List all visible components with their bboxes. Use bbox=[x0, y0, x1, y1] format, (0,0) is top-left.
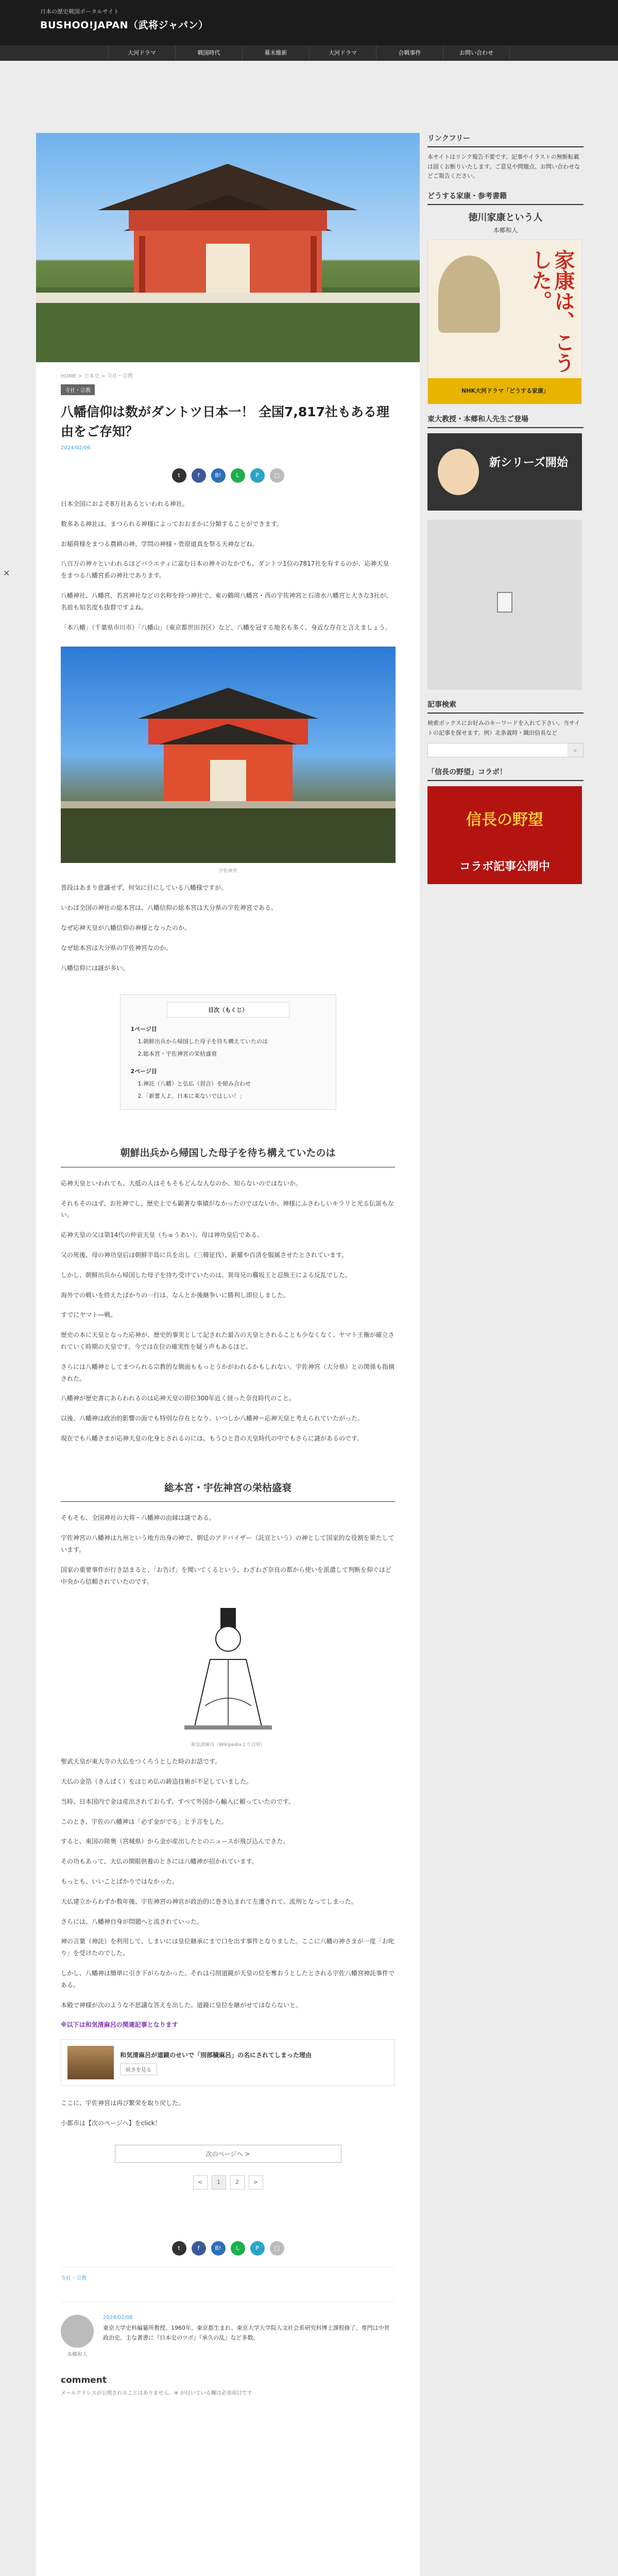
paragraph: 以後、八幡神は政治的影響の面でも特別な存在となり、いつしか八幡神＝応神天皇と考えられていたがった。 bbox=[61, 1415, 364, 1422]
paragraph: いわば全国の神社の総本宮は、八幡信仰の総本宮は大分県の宇佐神宮である。 bbox=[61, 904, 278, 912]
paragraph: 本殿で神様が次のような不思議な答えを出した。道鏡に皇位を継がせてはならないと。 bbox=[61, 2001, 302, 2009]
paragraph: そもそも、全国神社の大将・八幡神の由縁は謎である。 bbox=[61, 1514, 216, 1522]
collab-banner-title: 信長の野望 bbox=[466, 811, 543, 829]
page-button[interactable]: 1 bbox=[212, 2175, 226, 2190]
collab-widget bbox=[427, 767, 583, 884]
share-facebook-button[interactable]: f bbox=[192, 2241, 206, 2256]
article-main bbox=[36, 133, 420, 2576]
ad-placeholder-widget bbox=[427, 520, 583, 690]
search-bar bbox=[427, 743, 583, 757]
toc-header[interactable]: 目次（もくじ） bbox=[167, 1002, 289, 1018]
shrine-gate-illustration bbox=[36, 133, 420, 362]
author-date: 2024/02/08 bbox=[103, 2314, 133, 2320]
collab-banner[interactable] bbox=[427, 786, 582, 884]
site-logo[interactable]: BUSHOO!JAPAN（武将ジャパン） bbox=[40, 20, 209, 31]
nav-item[interactable]: 合戦事件 bbox=[376, 45, 443, 61]
post-tag-link[interactable]: 寺社・宗教 bbox=[61, 2267, 395, 2281]
pagination bbox=[61, 2175, 395, 2190]
search-widget bbox=[427, 699, 583, 757]
share-pocket-button[interactable]: P bbox=[250, 468, 265, 483]
global-nav bbox=[0, 45, 618, 61]
portrait-drawing bbox=[174, 1603, 282, 1737]
site-header bbox=[0, 0, 618, 45]
section-heading-text: 総本宮・宇佐神宮の栄枯盛衰 bbox=[164, 1482, 291, 1494]
widget-text: 検索ボックスにお好みのキーワードを入れて下さい。当サイトの記事を探せます。例）北条義時・織田信長など bbox=[427, 720, 580, 736]
author-name[interactable]: 本郷和人 bbox=[67, 2351, 88, 2358]
link-free-widget bbox=[427, 133, 583, 181]
sidebar bbox=[427, 133, 583, 893]
paragraph: なぜ応神天皇が八幡信仰の神様となったのか。 bbox=[61, 924, 191, 931]
toc-item[interactable]: 1.朝鮮出兵から帰国した母子を待ち構えていたのは bbox=[138, 1038, 268, 1045]
nav-item[interactable]: 戦国時代 bbox=[175, 45, 242, 61]
heading-divider bbox=[61, 1501, 395, 1502]
page-button[interactable]: 2 bbox=[230, 2175, 245, 2190]
column-banner[interactable] bbox=[427, 433, 582, 511]
paragraph: 父の死後、母の神功皇后は朝鮮半島に兵を出し（三韓征伐）、新羅や百済を服属させたとされています。 bbox=[61, 1251, 348, 1259]
paragraph: 国家の重要事件が行き詰まると、「お告げ」を聞いてくるという、わざわざ奈良の都から使いを派遣して判断を仰ぐほど中央から信頼されていたのです。 bbox=[61, 1566, 392, 1585]
widget-text: 本サイトはリンク報告不要です。記事やイラストの無断転載は固くお断りいたします。ご意見や問題点、お問い合わせなどご報告ください。 bbox=[427, 154, 580, 180]
share-copy-button[interactable]: □ bbox=[270, 2241, 284, 2256]
paragraph: すると、東国の陸奥（宮城県）から金が産出したとのニュースが飛び込んできた。 bbox=[61, 1838, 289, 1845]
paragraph: 当時、日本国内で金は産出されておらず、すべて外国から輸入に頼っていたのです。 bbox=[61, 1798, 295, 1805]
portrait-icon bbox=[438, 256, 500, 333]
paragraph: 神の言葉（神託）を利用して、しまいには皇位継承にまで口を出す事件となりました。ここに八幡の神さまが一度「お叱り」を受けたのでした。 bbox=[61, 1938, 394, 1957]
avatar bbox=[61, 2315, 94, 2348]
paragraph: 日本全国におよそ8万社あるといわれる神社。 bbox=[61, 500, 188, 507]
section-heading bbox=[61, 1146, 395, 1167]
related-label: ※以下は和気清麻呂の関連記事となります bbox=[61, 2021, 178, 2029]
banner-text: 新シリーズ開始 bbox=[489, 456, 568, 470]
close-icon[interactable]: ✕ bbox=[3, 568, 10, 578]
toc-page-label: 2ページ目 bbox=[130, 1068, 157, 1075]
share-copy-button[interactable]: □ bbox=[270, 468, 284, 483]
nav-item[interactable]: 大河ドラマ bbox=[309, 45, 376, 61]
paragraph: 八百万の神々といわれるほどバラエティに富む日本の神々のなかでも、ダントツ1位の7817社を有するのが、応神天皇をまつる八幡宮系の神社であります。 bbox=[61, 560, 389, 580]
author-box bbox=[61, 2302, 395, 2358]
nav-item[interactable]: 幕末維新 bbox=[242, 45, 309, 61]
book-author: 本郷和人 bbox=[493, 227, 518, 234]
paragraph: 宇佐神宮の八幡神は九州という地方出身の神で、朝廷のアドバイザー（託宣という）の神として国家的な役割を果たしています。 bbox=[61, 1534, 394, 1553]
read-more-button[interactable]: 続きを見る bbox=[120, 2063, 157, 2075]
paragraph: 大仏建立からわずか数年後、宇佐神宮の神官が政治的に巻き込まれて左遷されて、流刑となってしまった。 bbox=[61, 1897, 357, 1905]
paragraph: しかし、朝鮮出兵から帰国した母子を待ち受けていたのは、異母兄の麛坂王と忍熊王による反乱でした。 bbox=[61, 1271, 352, 1279]
paragraph: しかし、八幡神は簡単に引き下がらなかった。それは弓削道鏡が天皇の位を奪おうとしたとされる宇佐八幡宮神託事件である。 bbox=[61, 1970, 395, 1989]
paragraph: 聖武天皇が東大寺の大仏をつくろうとした時のお話です。 bbox=[61, 1758, 221, 1766]
widget-title: リンクフリー bbox=[427, 133, 583, 147]
wake-no-kiyomaro-illustration bbox=[174, 1603, 282, 1737]
photo-caption: 宇佐神宮 bbox=[218, 869, 237, 874]
widget-title: どうする家康・参考書籍 bbox=[427, 191, 583, 205]
paragraph: それもそのはず、お社神でし、歴史上でも顕著な事績がなかったのではないか、神様にふさわしいキラリと光る伝説もない。 bbox=[61, 1199, 394, 1219]
related-article-card[interactable] bbox=[61, 2039, 395, 2086]
paragraph: すでにヤマト―戦。 bbox=[61, 1311, 117, 1319]
paragraph: 現在でも八幡さまが応神天皇の化身とされるのには、もうひと昔の天皇時代の中でもさらに謎があるのです。 bbox=[61, 1435, 364, 1443]
toc-item[interactable]: 2.「新嘗人よ、日本に来ないではしい！」 bbox=[138, 1093, 245, 1100]
share-x-button[interactable]: t bbox=[172, 2241, 186, 2256]
hero-image bbox=[36, 133, 420, 362]
paragraph: その功もあって、大仏の開眼供養のときには八幡神が招かれています。 bbox=[61, 1858, 258, 1866]
book-widget bbox=[427, 191, 583, 404]
book-title[interactable]: 徳川家康という人 bbox=[468, 212, 543, 224]
paragraph: さらには、八幡神自身が問題へと流されていった。 bbox=[61, 1918, 203, 1925]
widget-title: 「信長の野望」コラボ！ bbox=[427, 767, 583, 781]
search-icon[interactable]: ⌕ bbox=[573, 747, 577, 754]
share-hatena-button[interactable]: B! bbox=[211, 468, 226, 483]
widget-title: 東大教授・本郷和人先生ご登場 bbox=[427, 414, 583, 428]
collab-banner-subtitle: コラボ記事公開中 bbox=[459, 860, 550, 874]
book-cover[interactable] bbox=[427, 240, 582, 404]
share-line-button[interactable]: L bbox=[231, 468, 245, 483]
paragraph: お稲荷様をまつる農耕の神、学問の神様・菅原道真を祭る天神などね。 bbox=[61, 540, 259, 548]
paragraph: ここに、宇佐神宮は再び繁栄を取り戻した。 bbox=[61, 2099, 185, 2107]
paragraph: 小都市は【次のページへ】をclick！ bbox=[61, 2120, 161, 2127]
column-widget bbox=[427, 414, 583, 511]
paragraph: 八幡神が歴史書にあらわれるのは応神天皇の即位300年近く経った奈良時代のこと。 bbox=[61, 1395, 295, 1402]
paragraph: 普段はあまり意識せず、何気に目にしている八幡様ですが。 bbox=[61, 884, 228, 892]
nav-item[interactable]: 大河ドラマ bbox=[108, 45, 175, 61]
category-badge[interactable]: 寺社・宗教 bbox=[61, 384, 95, 395]
toc-item[interactable]: 1.神託（八幡）と弘仏（習合）を組み合わせ bbox=[138, 1080, 251, 1088]
ad-placeholder[interactable] bbox=[427, 520, 582, 690]
share-facebook-button[interactable]: f bbox=[192, 468, 206, 483]
paragraph: 「本八幡」（千葉県市川市）「八幡山」（東京都世田谷区）など、八幡を冠する地名も多く、身近な存在と言えましょう。 bbox=[61, 623, 391, 631]
illustration-caption: 和気清麻呂（Wikipediaより引用） bbox=[191, 1742, 265, 1748]
share-pocket-button[interactable]: P bbox=[250, 2241, 265, 2256]
paragraph: 数多ある神社は、まつられる神様によっておおまかに分類することができます。 bbox=[61, 520, 283, 528]
share-hatena-button[interactable]: B! bbox=[211, 2241, 226, 2256]
paragraph: さらには八幡神としてまつられる宗教的な側面ももっとうかがわれるかもしれない。宇佐神宮（大分県）との関係も指摘された。 bbox=[61, 1363, 395, 1382]
paragraph: 海外での戦いを終えたばかりの一行は、なんとか後継争いに勝利し即位しました。 bbox=[61, 1291, 290, 1299]
paragraph: 八幡神社、八幡宮、若宮神社などの名称を持つ神社で、東の鶴岡八幡宮・西の宇佐神宮と石清水八幡宮と大きな3社が、名前も知名度も抜群ですよね。 bbox=[61, 591, 392, 611]
next-page-button[interactable]: 次のページへ > bbox=[115, 2145, 341, 2163]
site-tagline: 日本の歴史戦国ポータルサイト bbox=[40, 8, 119, 15]
paragraph: なぜ総本宮は大分県の宇佐神宮なのか。 bbox=[61, 944, 173, 952]
cartoon-face-icon bbox=[438, 449, 479, 495]
paragraph: このとき、宇佐の八幡神は「必ず金がでる」と予言をした。 bbox=[61, 1818, 228, 1825]
related-thumbnail bbox=[67, 2046, 114, 2079]
paragraph: 応神天皇の父は第14代の仲哀天皇（ちゅうあい）、母は神功皇后である。 bbox=[61, 1231, 264, 1239]
paragraph: もっとも、いいことばかりではなかった。 bbox=[61, 1878, 179, 1886]
book-band: NHK大河ドラマ「どうする家康」 bbox=[428, 378, 582, 404]
paragraph: 大仏の金箔（きんぱく）をはじめ仏の鋳造技術が不足していました。 bbox=[61, 1778, 253, 1786]
paragraph: 歴史の本に天皇となった応神が、歴史的事実として記された最古の天皇とされることも少なくなく、ヤマト王権が確立されていく時期の天皇です。今では在位の確実性を疑う声もあるほど。 bbox=[61, 1331, 394, 1351]
section-heading-text: 朝鮮出兵から帰国した母子を待ち構えていたのは bbox=[120, 1147, 336, 1159]
next-page-arrow[interactable]: > bbox=[249, 2175, 263, 2190]
toc-item[interactable]: 2.総本宮・宇佐神宮の栄枯盛衰 bbox=[138, 1050, 217, 1058]
nav-item[interactable]: お問い合わせ bbox=[443, 45, 510, 61]
search-input[interactable] bbox=[428, 743, 568, 757]
paragraph: 八幡信仰には謎が多い。 bbox=[61, 964, 129, 972]
comment-heading: comment bbox=[61, 2375, 107, 2385]
usa-shrine-photo bbox=[61, 647, 396, 863]
table-of-contents bbox=[120, 994, 336, 1110]
book-cover-text: 家康は、こうした。 bbox=[528, 249, 575, 374]
breadcrumb[interactable]: HOME > 日本史 > 寺社・宗教 bbox=[61, 374, 133, 379]
post-date: 2024/02/06 bbox=[61, 445, 91, 451]
share-x-button[interactable]: t bbox=[172, 468, 186, 483]
prev-page-button[interactable]: < bbox=[193, 2175, 208, 2190]
widget-title: 記事検索 bbox=[427, 699, 583, 714]
section-heading bbox=[61, 1481, 395, 1502]
comment-note: メールアドレスが公開されることはありません。※ が付いている欄は必須項目です bbox=[61, 2390, 252, 2396]
toc-page-label: 1ページ目 bbox=[130, 1026, 157, 1033]
share-line-button[interactable]: L bbox=[231, 2241, 245, 2256]
article-title: 八幡信仰は数がダントツ日本一！ 全国7,817社もある理由をご存知？ bbox=[61, 404, 390, 439]
paragraph: 応神天皇といわれても、大抵の人はそもそもどんな人なのか、知らないのではないか。 bbox=[61, 1179, 302, 1187]
share-buttons-bottom bbox=[61, 2241, 395, 2256]
author-bio: 東京大学史料編纂所教授。1960年、東京都生まれ。東京大学大学院人文社会系研究科博士課程修了。専門は中世政治史。主な著書に『日本史のツボ』『承久の乱』など多数。 bbox=[103, 2324, 390, 2341]
related-title[interactable]: 和気清麻呂が道鏡のせいで「別部穢麻呂」の名にされてしまった理由 bbox=[120, 2051, 312, 2059]
image-file-icon bbox=[497, 592, 512, 613]
share-buttons-top bbox=[61, 468, 395, 483]
shrine-photo-illustration bbox=[61, 647, 396, 863]
